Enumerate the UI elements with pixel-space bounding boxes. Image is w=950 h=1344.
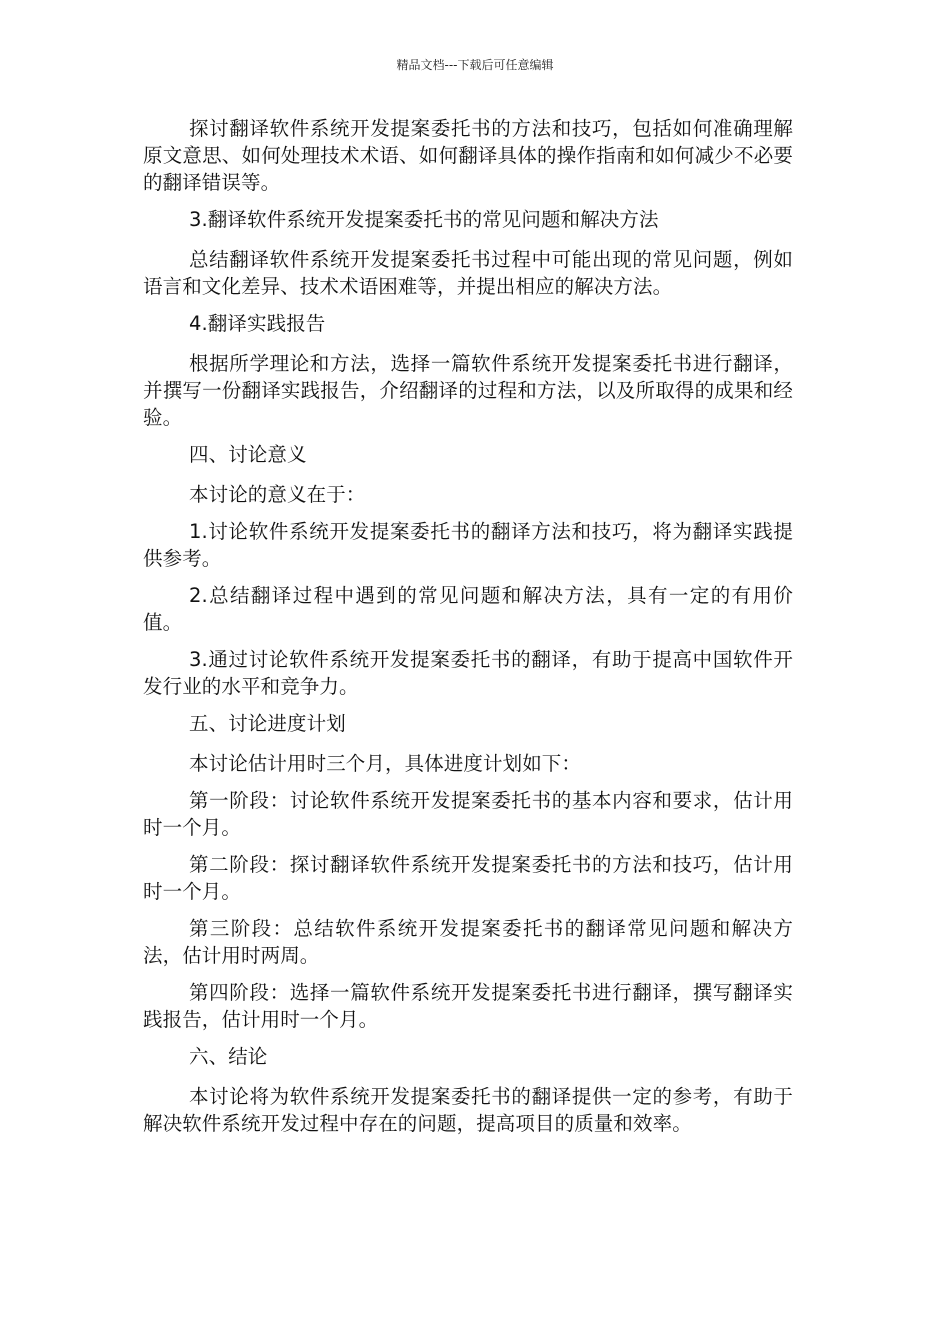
section-heading: 四、讨论意义: [189, 443, 307, 466]
document-body: [143, 115, 793, 1147]
paragraph: 本讨论的意义在于：: [189, 483, 366, 506]
paragraph: 本讨论将为软件系统开发提案委托书的翻译提供一定的参考，有助于解决软件系统开发过程中存在的问题，提高项目的质量和效率。: [143, 1085, 793, 1135]
list-item: 3.通过讨论软件系统开发提案委托书的翻译，有助于提高中国软件开发行业的水平和竞争力。: [143, 648, 793, 698]
list-item: 1.讨论软件系统开发提案委托书的翻译方法和技巧，将为翻译实践提供参考。: [143, 520, 793, 570]
section-heading: 3.翻译软件系统开发提案委托书的常见问题和解决方法: [189, 208, 659, 231]
list-item: 2.总结翻译过程中遇到的常见问题和解决方法，具有一定的有用价值。: [143, 584, 793, 634]
schedule-item: 第四阶段：选择一篇软件系统开发提案委托书进行翻译，撰写翻译实践报告，估计用时一个月。: [143, 981, 793, 1031]
paragraph: 探讨翻译软件系统开发提案委托书的方法和技巧，包括如何准确理解原文意思、如何处理技术术语、如何翻译具体的操作指南和如何减少不必要的翻译错误等。: [143, 117, 793, 194]
paragraph: 总结翻译软件系统开发提案委托书过程中可能出现的常见问题，例如语言和文化差异、技术术语困难等，并提出相应的解决方法。: [143, 248, 793, 298]
schedule-item: 第二阶段：探讨翻译软件系统开发提案委托书的方法和技巧，估计用时一个月。: [143, 853, 793, 903]
paragraph: 本讨论估计用时三个月，具体进度计划如下：: [189, 752, 582, 775]
section-heading: 4.翻译实践报告: [189, 312, 326, 335]
paragraph: 根据所学理论和方法，选择一篇软件系统开发提案委托书进行翻译，并撰写一份翻译实践报告，介绍翻译的过程和方法，以及所取得的成果和经验。: [143, 352, 793, 429]
page-header: 精品文档---下载后可任意编辑: [396, 58, 554, 72]
section-heading: 六、结论: [189, 1045, 268, 1068]
schedule-item: 第一阶段：讨论软件系统开发提案委托书的基本内容和要求，估计用时一个月。: [143, 789, 793, 839]
section-heading: 五、讨论进度计划: [189, 712, 346, 735]
schedule-item: 第三阶段：总结软件系统开发提案委托书的翻译常见问题和解决方法，估计用时两周。: [143, 917, 793, 967]
